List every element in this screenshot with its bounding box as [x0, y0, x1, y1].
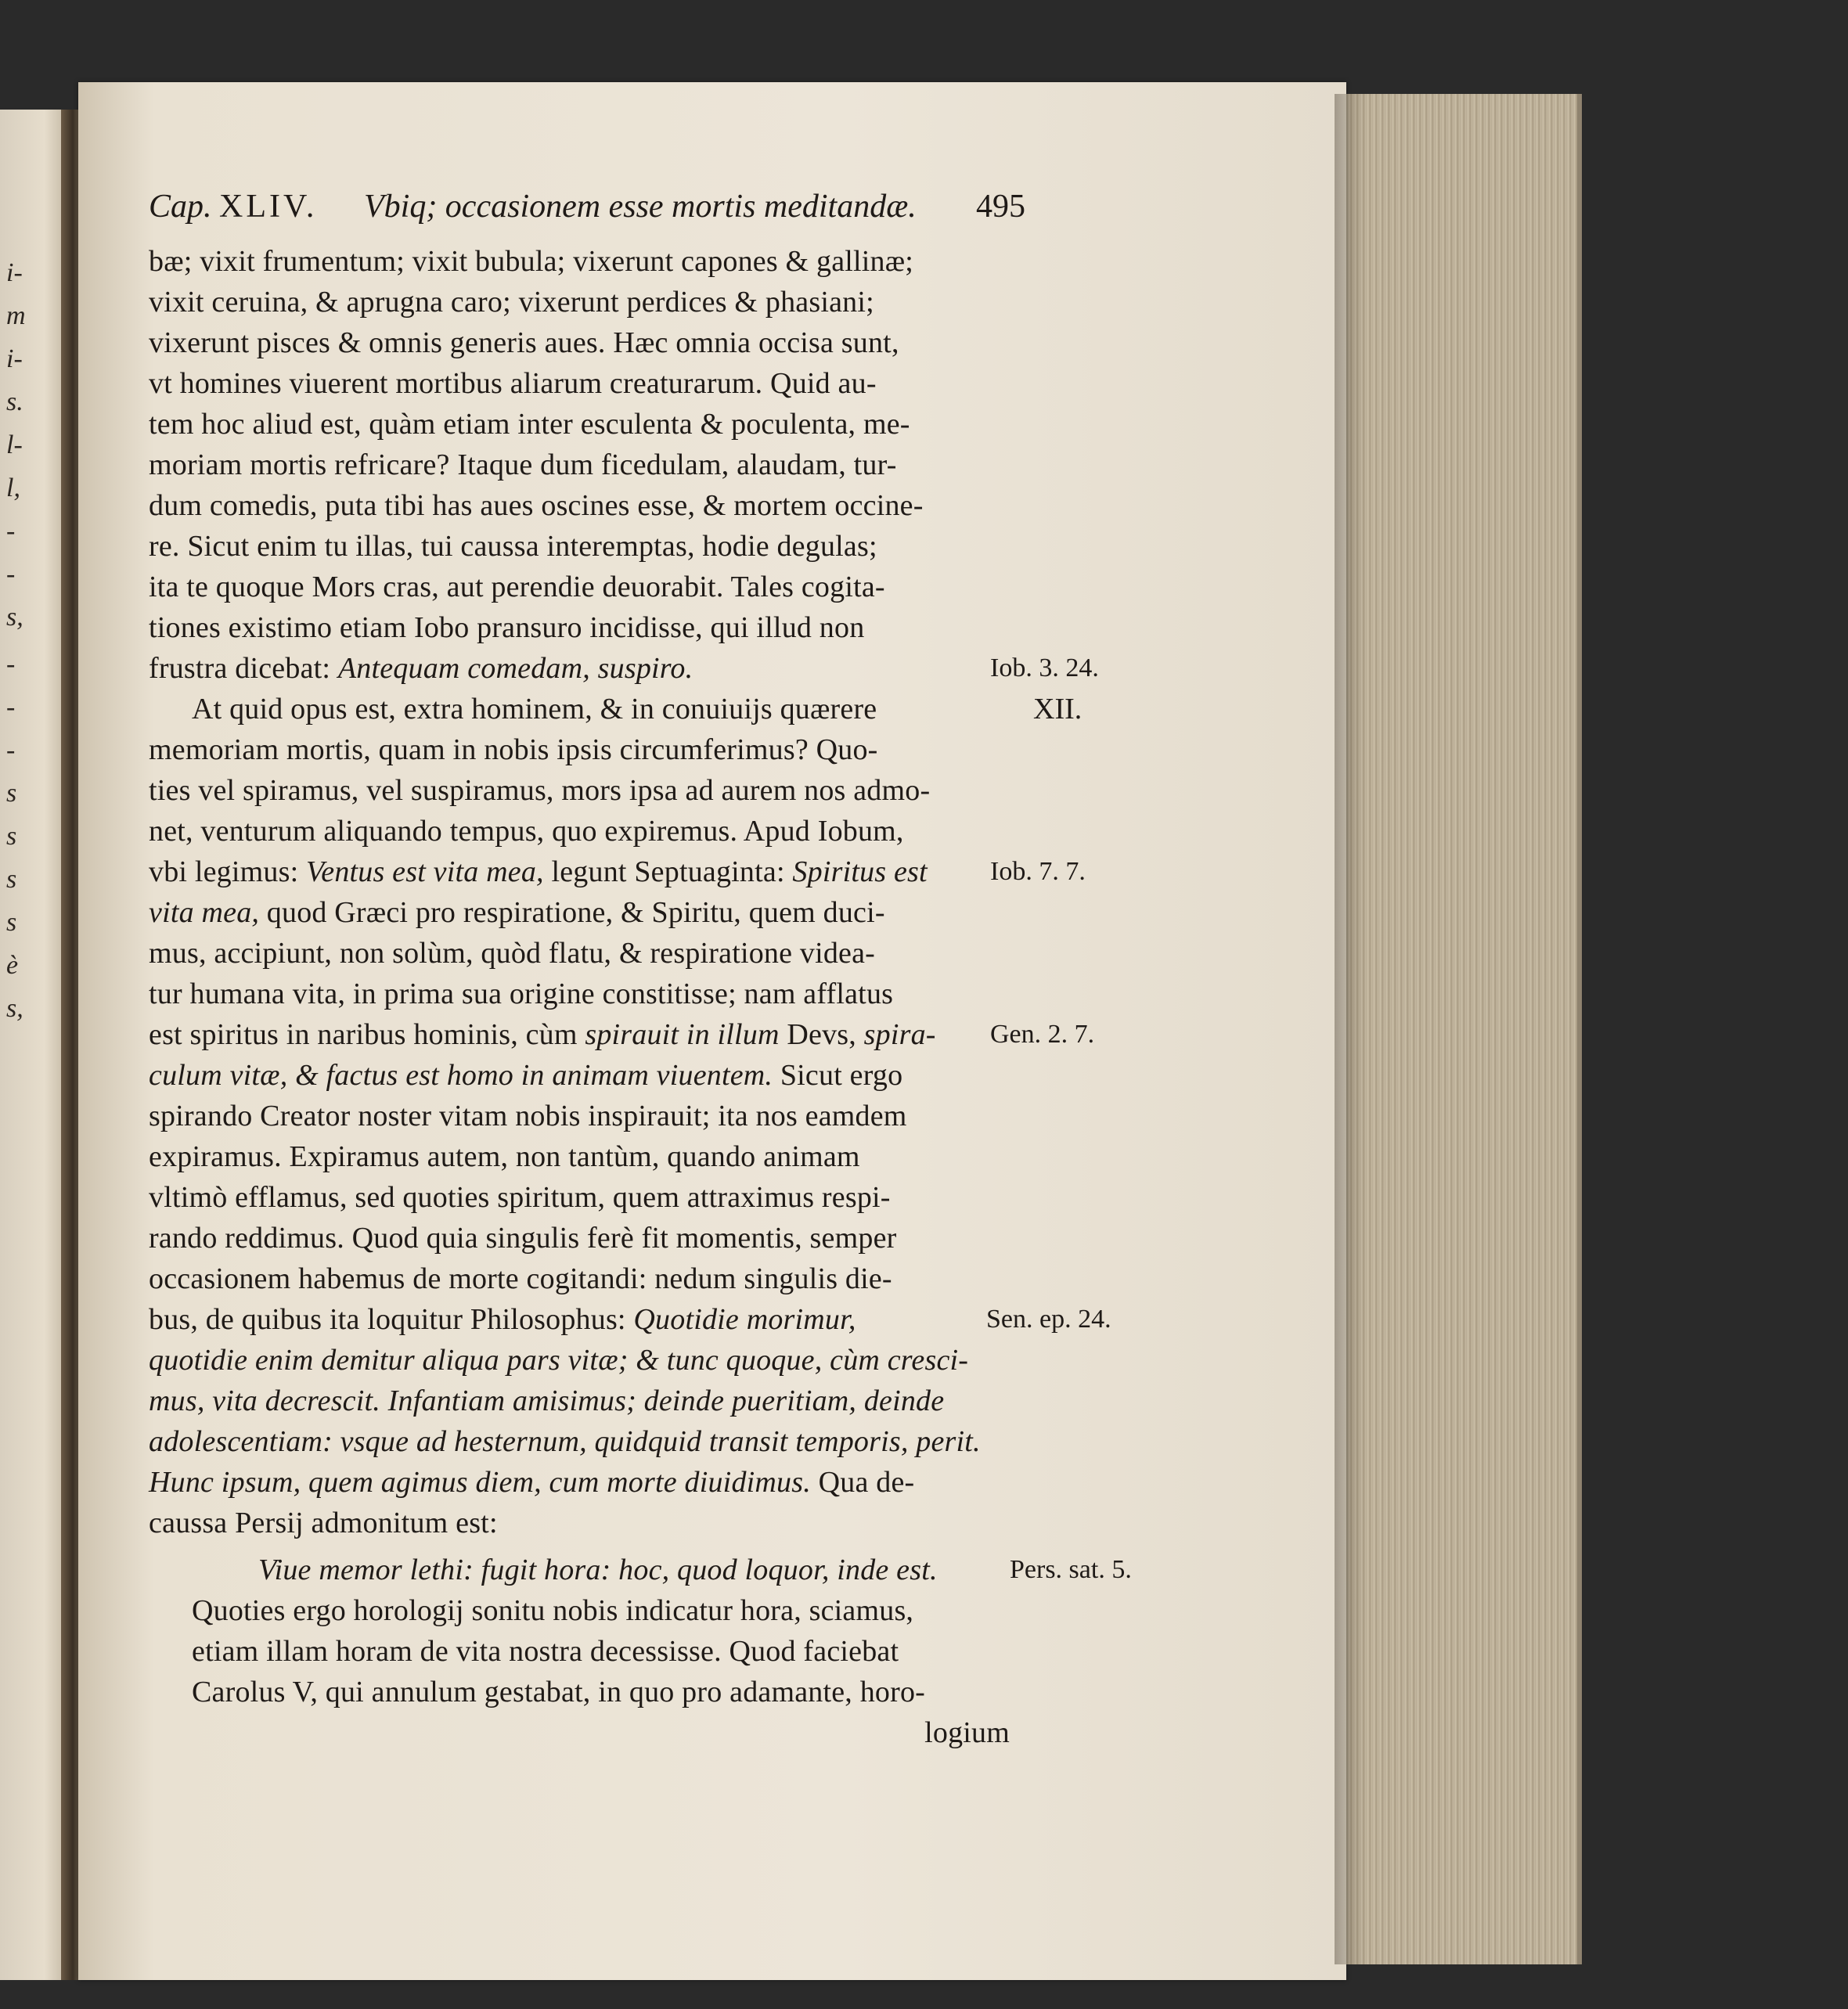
page-block-edges	[1335, 94, 1582, 1964]
left-fragment: s,	[6, 603, 23, 632]
text-line: etiam illam horam de vita nostra decessisse. Quod faciebat	[192, 1635, 899, 1668]
text-run: quod Græci pro respiratione, & Spiritu, quem duci-	[259, 896, 885, 929]
left-fragment: s	[6, 865, 17, 894]
margin-note: Iob. 3. 24.	[990, 653, 1099, 682]
header-title: Vbiq; occasionem esse mortis meditandæ.	[364, 189, 917, 225]
header-chapter-label: Cap.	[149, 189, 212, 225]
margin-note: Iob. 7. 7.	[990, 857, 1086, 886]
text-run: legunt Septuaginta:	[543, 855, 793, 888]
text-line: memoriam mortis, quam in nobis ipsis circumferimus? Quo-	[149, 733, 878, 766]
left-fragment: è	[6, 951, 19, 980]
margin-note: Sen. ep. 24.	[986, 1305, 1111, 1334]
left-fragment: s	[6, 908, 17, 937]
left-fragment: -	[6, 736, 16, 765]
text-line	[149, 1055, 902, 1096]
text-run: Sicut ergo	[773, 1059, 903, 1092]
text-line	[149, 648, 693, 689]
text-line: tem hoc aliud est, quàm etiam inter esculenta & poculenta, me-	[149, 408, 910, 441]
quotation: Quotidie morimur,	[633, 1303, 856, 1336]
left-fragment: s	[6, 822, 17, 851]
quotation: Ventus est vita mea,	[306, 855, 544, 888]
quotation: Hunc ipsum, quem agimus diem, cum morte diuidimus.	[149, 1466, 811, 1499]
text-line: dum comedis, puta tibi has aues oscines esse, & mortem occine-	[149, 489, 924, 522]
text-line: occasionem habemus de morte cogitandi: nedum singulis die-	[149, 1262, 892, 1295]
page-shadow	[1335, 94, 1366, 1964]
left-fragment: s.	[6, 387, 23, 416]
text-line: vixit ceruina, & aprugna caro; vixerunt perdices & phasiani;	[149, 286, 874, 319]
header-chapter-number: XLIV.	[219, 189, 318, 225]
quotation: vita mea,	[149, 896, 260, 929]
page-number: 495	[976, 189, 1025, 225]
left-fragment: i-	[6, 344, 23, 373]
text-run: bus, de quibus ita loquitur Philosophus:	[149, 1303, 634, 1336]
text-line: vt homines viuerent mortibus aliarum creaturarum. Quid au-	[149, 367, 877, 400]
text-line: mus, accipiunt, non solùm, quòd flatu, & respiratione videa-	[149, 937, 876, 970]
text-line: mus, vita decrescit. Infantiam amisimus; deinde pueritiam, deinde	[149, 1384, 945, 1417]
catchword: logium	[924, 1716, 1010, 1749]
text-line: At quid opus est, extra hominem, & in conuiuijs quærere	[192, 693, 877, 725]
text-run: Devs,	[779, 1018, 864, 1051]
text-line: quotidie enim demitur aliqua pars vitæ; & tunc quoque, cùm cresci-	[149, 1344, 969, 1377]
left-fragment: s,	[6, 994, 23, 1023]
left-fragment: -	[6, 560, 16, 589]
text-line: tur humana vita, in prima sua origine constitisse; nam afflatus	[149, 977, 894, 1010]
left-fragment: -	[6, 650, 16, 679]
text-line: caussa Persij admonitum est:	[149, 1507, 498, 1539]
text-line: vltimò efflamus, sed quoties spiritum, quem attraximus respi-	[149, 1181, 891, 1214]
text-line: re. Sicut enim tu illas, tui caussa interemptas, hodie degulas;	[149, 530, 877, 563]
text-line: rando reddimus. Quod quia singulis ferè fit momentis, semper	[149, 1222, 897, 1255]
left-fragment: l-	[6, 430, 23, 459]
text-line: vixerunt pisces & omnis generis aues. Hæc omnia occisa sunt,	[149, 326, 899, 359]
margin-note: XII.	[1033, 693, 1083, 725]
text-line: expiramus. Expiramus autem, non tantùm, quando animam	[149, 1140, 860, 1173]
text-line	[149, 851, 928, 892]
text-line: ita te quoque Mors cras, aut perendie deuorabit. Tales cogita-	[149, 571, 885, 603]
quotation: Antequam comedam, suspiro.	[337, 652, 693, 685]
text-run: frustra dicebat:	[149, 652, 338, 685]
text-line: net, venturum aliquando tempus, quo expiremus. Apud Iobum,	[149, 815, 904, 848]
text-line: spirando Creator noster vitam nobis inspirauit; ita nos eamdem	[149, 1100, 907, 1132]
quotation: culum vitæ, & factus est homo in animam viuentem.	[149, 1059, 773, 1092]
text-line	[149, 1014, 936, 1055]
text-line	[149, 1462, 914, 1503]
left-fragment: i-	[6, 258, 23, 287]
left-fragment: l,	[6, 473, 20, 502]
text-line: moriam mortis refricare? Itaque dum ficedulam, alaudam, tur-	[149, 448, 897, 481]
text-line: adolescentiam: vsque ad hesternum, quidquid transit temporis, perit.	[149, 1425, 981, 1458]
running-header	[149, 188, 1025, 235]
text-line: Carolus V, qui annulum gestabat, in quo pro adamante, horo-	[192, 1676, 926, 1708]
text-line: Quoties ergo horologij sonitu nobis indicatur hora, sciamus,	[192, 1594, 914, 1627]
text-line	[149, 892, 885, 933]
left-fragment: -	[6, 517, 16, 545]
text-line: ties vel spiramus, vel suspiramus, mors ipsa ad aurem nos admo-	[149, 774, 931, 807]
margin-note: Pers. sat. 5.	[1010, 1555, 1132, 1584]
text-run: Qua de-	[810, 1466, 915, 1499]
text-run: est spiritus in naribus hominis, cùm	[149, 1018, 585, 1051]
quotation: spirauit in illum	[585, 1018, 780, 1051]
quotation: Spiritus est	[792, 855, 928, 888]
text-run: vbi legimus:	[149, 855, 307, 888]
left-fragment: -	[6, 693, 16, 722]
verse-line: Viue memor lethi: fugit hora: hoc, quod loquor, inde est.	[258, 1554, 938, 1586]
text-line: tiones existimo etiam Iobo pransuro incidisse, qui illud non	[149, 611, 865, 644]
text-line: bæ; vixit frumentum; vixit bubula; vixerunt capones & gallinæ;	[149, 245, 914, 278]
left-fragment: s	[6, 779, 17, 808]
left-fragment: m	[6, 301, 26, 330]
text-line	[149, 1299, 856, 1340]
margin-note: Gen. 2. 7.	[990, 1020, 1095, 1049]
quotation: spira-	[863, 1018, 936, 1051]
